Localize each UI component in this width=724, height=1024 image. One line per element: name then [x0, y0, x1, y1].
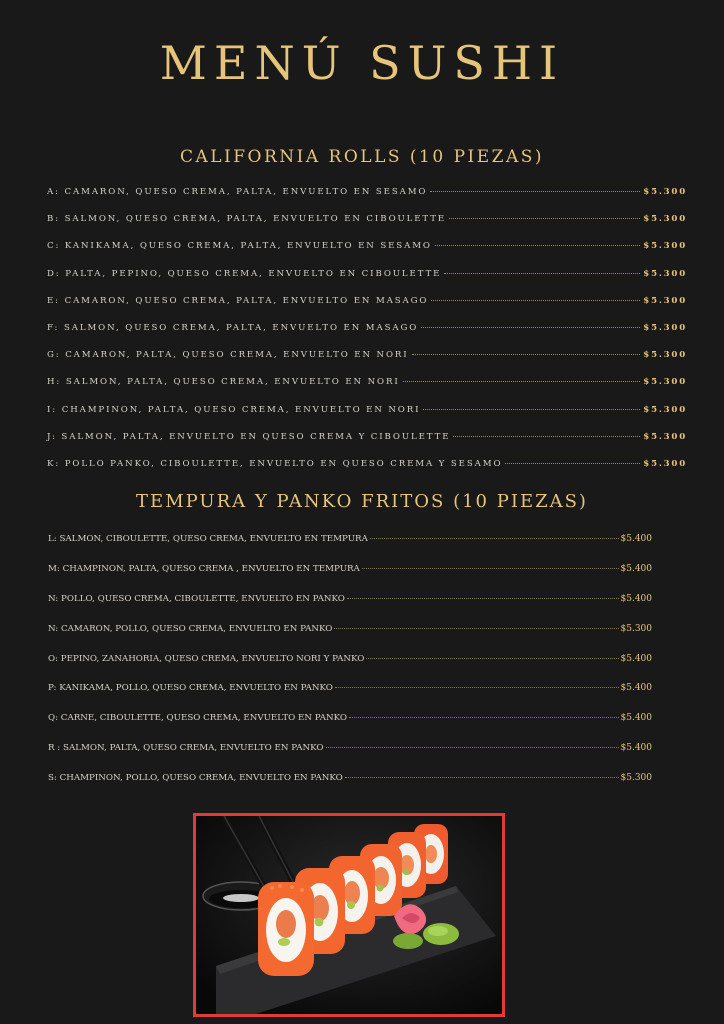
menu-item-o [48, 654, 652, 684]
menu-item-q [48, 713, 652, 743]
dotted-leader [362, 568, 619, 569]
dotted-leader [430, 191, 640, 192]
item-label: M: CHAMPINON, PALTA, QUESO CREMA , ENVUELTO EN TEMPURA [48, 563, 360, 574]
item-price: $5.300 [643, 187, 687, 197]
item-price: $5.400 [620, 593, 652, 604]
item-price: $5.400 [620, 563, 652, 574]
menu-item-k [47, 459, 687, 486]
item-label: Q: CARNE, CIBOULETTE, QUESO CREMA, ENVUELTO EN PANKO [48, 713, 347, 724]
dotted-leader [326, 747, 619, 748]
item-price: $5.300 [620, 773, 652, 784]
item-price: $5.400 [620, 713, 652, 724]
item-label: O: PEPINO, ZANAHORIA, QUESO CREMA, ENVUELTO NORI Y PANKO [48, 653, 365, 664]
menu-item-n2 [48, 624, 652, 654]
sushi-illustration [196, 816, 502, 1014]
item-label: B: SALMON, QUESO CREMA, PALTA, ENVUELTO EN CIBOULETTE [47, 214, 447, 225]
california-heading: CALIFORNIA ROLLS (10 PIEZAS) [179, 147, 545, 167]
dotted-leader [370, 538, 619, 539]
item-price: $5.300 [643, 458, 687, 469]
dotted-leader [453, 436, 640, 437]
item-label: I: CHAMPINON, PALTA, QUESO CREMA, ENVUELTO EN NORI [47, 404, 421, 415]
dotted-leader [423, 409, 640, 410]
menu-item-i [47, 405, 687, 432]
menu-item-j [47, 432, 687, 459]
menu-title: MENÚ SUSHI [159, 36, 565, 90]
menu-item-a [47, 187, 687, 214]
item-label: L: SALMON, CIBOULETTE, QUESO CREMA, ENVUELTO EN TEMPURA [48, 534, 368, 544]
menu-item-s [48, 773, 652, 803]
item-price: $5.400 [620, 534, 652, 544]
item-label: N: CAMARON, POLLO, QUESO CREMA, ENVUELTO EN PANKO [48, 623, 333, 634]
menu-item-c [47, 241, 687, 268]
item-price: $5.300 [643, 350, 687, 361]
dotted-leader [366, 658, 618, 659]
dotted-leader [349, 717, 619, 718]
menu-item-f [47, 323, 687, 350]
item-label: A: CAMARON, QUESO CREMA, PALTA, ENVUELTO EN SESAMO [47, 187, 428, 197]
item-label: N: POLLO, QUESO CREMA, CIBOULETTE, ENVUELTO EN PANKO [48, 593, 345, 604]
item-price: $5.300 [643, 268, 687, 279]
item-label: E: CAMARON, QUESO CREMA, PALTA, ENVUELTO EN MASAGO [47, 295, 429, 306]
item-label: J: SALMON, PALTA, ENVUELTO EN QUESO CREMA Y CIBOULETTE [47, 431, 451, 442]
dotted-leader [505, 463, 640, 464]
dotted-leader [403, 381, 641, 382]
item-label: D: PALTA, PEPINO, QUESO CREMA, ENVUELTO EN CIBOULETTE [47, 268, 442, 279]
item-label: P: KANIKAMA, POLLO, QUESO CREMA, ENVUELTO EN PANKO [48, 683, 333, 694]
sushi-photo [193, 813, 505, 1017]
item-price: $5.400 [620, 653, 652, 664]
item-label: S: CHAMPINON, POLLO, QUESO CREMA, ENVUELTO EN PANKO [48, 773, 343, 784]
menu-item-m [48, 564, 652, 594]
tempura-list [48, 534, 652, 803]
item-label: K: POLLO PANKO, CIBOULETTE, ENVUELTO EN QUESO CREMA Y SESAMO [47, 458, 503, 469]
item-label: F: SALMON, QUESO CREMA, PALTA, ENVUELTO EN MASAGO [47, 322, 419, 333]
dotted-leader [444, 273, 640, 274]
menu-item-d [47, 269, 687, 296]
item-price: $5.300 [643, 377, 687, 388]
menu-item-b [47, 214, 687, 241]
dotted-leader [412, 354, 641, 355]
california-list [47, 187, 687, 486]
menu-item-e [47, 296, 687, 323]
item-price: $5.300 [643, 431, 687, 442]
item-label: H: SALMON, PALTA, QUESO CREMA, ENVUELTO EN NORI [47, 377, 400, 388]
dotted-leader [347, 598, 619, 599]
item-price: $5.300 [643, 295, 687, 306]
dotted-leader [421, 327, 640, 328]
dotted-leader [334, 628, 618, 629]
tempura-heading: TEMPURA Y PANKO FRITOS (10 PIEZAS) [136, 491, 588, 512]
item-price: $5.300 [643, 214, 687, 225]
menu-item-r [48, 743, 652, 773]
dotted-leader [449, 218, 640, 219]
item-price: $5.300 [643, 322, 687, 333]
dotted-leader [335, 687, 619, 688]
dotted-leader [345, 777, 619, 778]
menu-item-p [48, 683, 652, 713]
item-price: $5.400 [620, 683, 652, 694]
menu-item-n [48, 594, 652, 624]
item-price: $5.300 [643, 241, 687, 252]
dotted-leader [435, 245, 640, 246]
item-label: C: KANIKAMA, QUESO CREMA, PALTA, ENVUELTO EN SESAMO [47, 241, 432, 252]
item-price: $5.400 [620, 743, 652, 754]
item-price: $5.300 [643, 404, 687, 415]
menu-item-g [47, 350, 687, 377]
dotted-leader [431, 300, 640, 301]
item-label: R : SALMON, PALTA, QUESO CREMA, ENVUELTO EN PANKO [48, 743, 324, 754]
menu-item-h [47, 377, 687, 404]
item-label: G: CAMARON, PALTA, QUESO CREMA, ENVUELTO EN NORI [47, 350, 409, 361]
menu-item-l [48, 534, 652, 564]
item-price: $5.300 [620, 623, 652, 634]
